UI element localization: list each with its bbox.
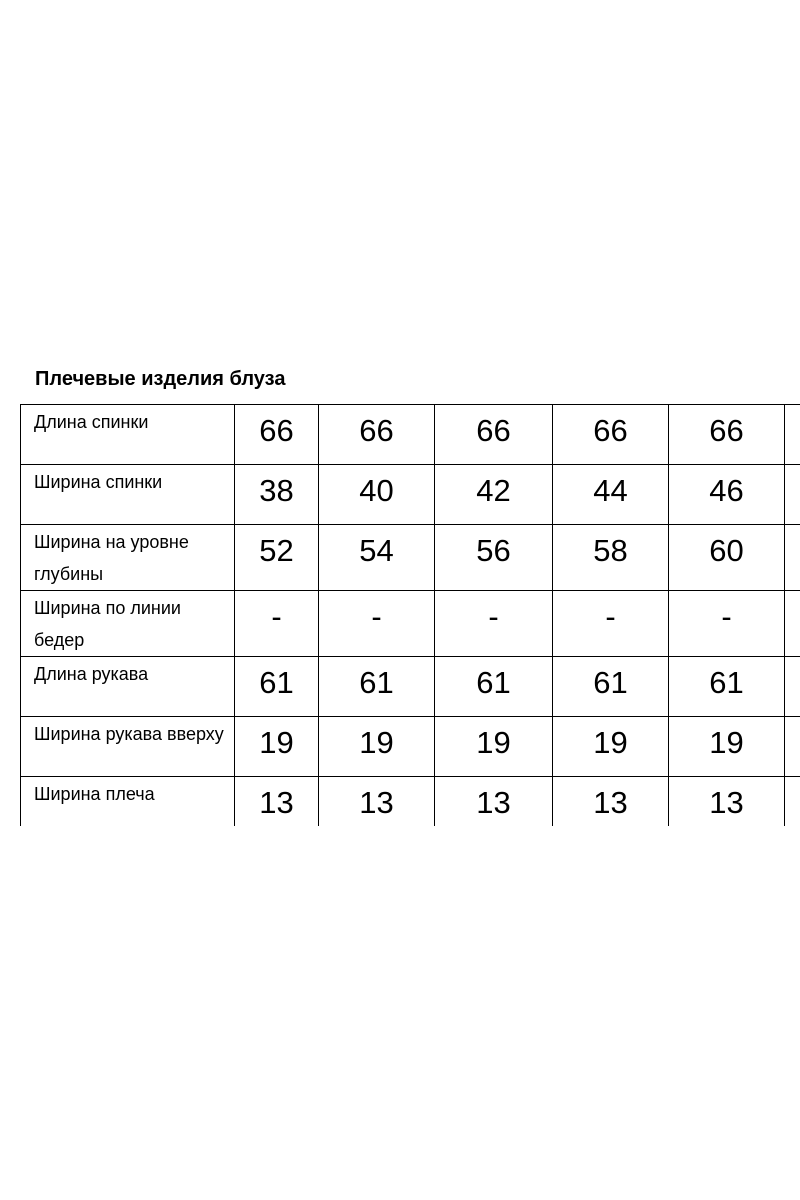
row-label: Ширина рукава вверху <box>21 717 235 777</box>
cell-value: 66 <box>669 405 785 465</box>
cell-value: 66 <box>235 405 319 465</box>
cell-value: 13 <box>669 777 785 827</box>
cell-value: 54 <box>319 525 435 591</box>
cell-value: 46 <box>669 465 785 525</box>
cell-value: 13 <box>435 777 553 827</box>
row-label: Ширина плеча <box>21 777 235 827</box>
cell-value: 60 <box>669 525 785 591</box>
table-row <box>21 591 800 657</box>
cell-value: 13 <box>235 777 319 827</box>
table-row <box>21 525 800 591</box>
table-row <box>21 405 800 465</box>
cell-value: 19 <box>319 717 435 777</box>
table-row <box>21 657 800 717</box>
table-row <box>21 717 800 777</box>
cell-value: 61 <box>319 657 435 717</box>
cell-empty <box>785 777 800 827</box>
cell-value: 44 <box>553 465 669 525</box>
cell-value: 52 <box>235 525 319 591</box>
cell-value: 19 <box>435 717 553 777</box>
cell-value: 13 <box>319 777 435 827</box>
measurements-table <box>20 404 800 826</box>
cell-value: 61 <box>669 657 785 717</box>
table-title: Плечевые изделия блуза <box>35 368 286 390</box>
row-label: Ширина по линии бедер <box>21 591 235 657</box>
table-row <box>21 777 800 827</box>
row-label: Ширина на уровне глубины <box>21 525 235 591</box>
cell-value: 58 <box>553 525 669 591</box>
cell-value: 61 <box>235 657 319 717</box>
cell-empty <box>785 405 800 465</box>
cell-value: 61 <box>553 657 669 717</box>
cell-value: 19 <box>553 717 669 777</box>
cell-value: 38 <box>235 465 319 525</box>
cell-value: - <box>553 591 669 657</box>
cell-empty <box>785 525 800 591</box>
cell-empty <box>785 465 800 525</box>
table-row <box>21 465 800 525</box>
cell-empty <box>785 657 800 717</box>
row-label: Длина рукава <box>21 657 235 717</box>
cell-empty <box>785 717 800 777</box>
cell-empty <box>785 591 800 657</box>
row-label: Ширина спинки <box>21 465 235 525</box>
cell-value: 13 <box>553 777 669 827</box>
cell-value: - <box>235 591 319 657</box>
cell-value: 61 <box>435 657 553 717</box>
cell-value: 66 <box>319 405 435 465</box>
cell-value: 40 <box>319 465 435 525</box>
measurements-table-container <box>20 404 800 826</box>
cell-value: - <box>669 591 785 657</box>
cell-value: 19 <box>669 717 785 777</box>
cell-value: 66 <box>435 405 553 465</box>
cell-value: 66 <box>553 405 669 465</box>
cell-value: 19 <box>235 717 319 777</box>
cell-value: 42 <box>435 465 553 525</box>
row-label: Длина спинки <box>21 405 235 465</box>
cell-value: 56 <box>435 525 553 591</box>
cell-value: - <box>319 591 435 657</box>
cell-value: - <box>435 591 553 657</box>
